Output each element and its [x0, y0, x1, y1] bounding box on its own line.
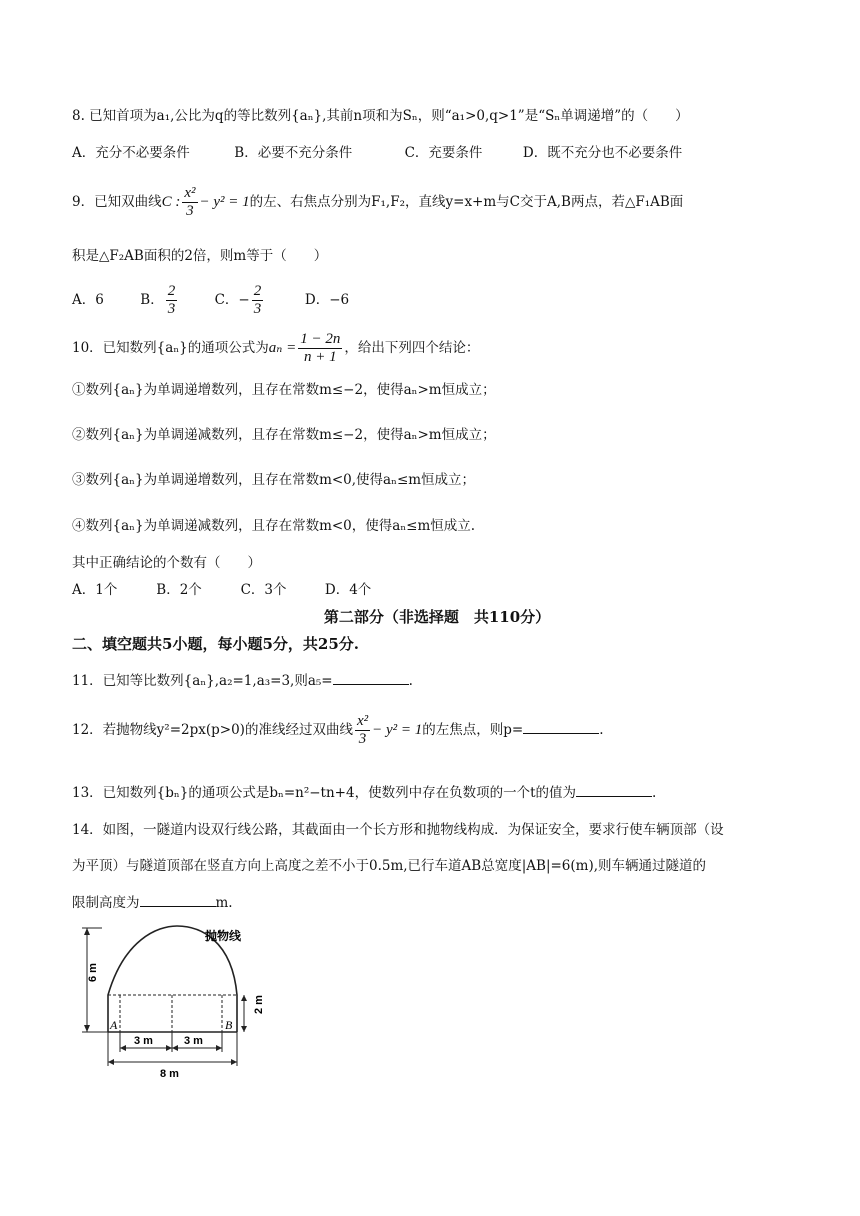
question-9-line-2 — [72, 246, 327, 266]
q14-line-1: 14．如图，一隧道内设双行线公路，其截面由一个长方形和抛物线构成．为保证安全，要求行使车辆顶部（设 — [72, 822, 724, 838]
q9-fraction: $\frac{\text{x²}}{3}$ — [184, 185, 196, 219]
q10-suffix: ，给出下列四个结论： — [344, 340, 480, 356]
q10-option-d[interactable]: D．4个 — [324, 582, 372, 598]
q8-option-a[interactable]: A．充分不必要条件 — [72, 145, 190, 161]
q10-formula-fraction: $\frac{1 - 2n}{n + 1}$ — [300, 331, 341, 365]
q14-line-3-prefix: 限制高度为 — [72, 895, 140, 911]
point-b-label: B — [225, 1018, 233, 1032]
q13-end: . — [652, 785, 657, 801]
q10-formula-left: aₙ = — [268, 340, 297, 356]
q14-line-3-suffix: m. — [215, 895, 233, 911]
q9-option-b[interactable]: B． $\frac{2}{3}$ — [140, 283, 176, 317]
q10-statement-2: ②数列{aₙ}为单调递减数列，且存在常数m≤−2，使得aₙ>m恒成立； — [72, 427, 496, 443]
q8-option-c[interactable]: C．充要条件 — [404, 145, 483, 161]
q9-option-c[interactable]: C．− $\frac{2}{3}$ — [214, 283, 262, 317]
q10-prefix: 10．已知数列{aₙ}的通项公式为 — [72, 340, 269, 356]
question-8 — [72, 106, 689, 126]
q11-text: 11．已知等比数列{aₙ},a₂=1,a₃=3,则a₅= — [72, 673, 333, 689]
q9-prefix: 9．已知双曲线 — [72, 194, 162, 210]
q11-end: . — [408, 673, 413, 689]
q8-option-b[interactable]: B．必要不充分条件 — [234, 145, 353, 161]
q12-end: . — [599, 722, 604, 738]
q14-line-3 — [72, 892, 233, 913]
point-a-label: A — [110, 1018, 118, 1032]
question-9-options — [72, 282, 349, 318]
q12-prefix: 12．若抛物线y²=2px(p>0)的准线经过双曲线 — [72, 722, 353, 738]
q10-option-b[interactable]: B．2个 — [156, 582, 202, 598]
q12-equation-rest: − y² = 1 — [372, 722, 423, 738]
question-11 — [72, 670, 413, 691]
tunnel-figure — [72, 920, 282, 1085]
question-9-line-1 — [72, 185, 683, 220]
q13-text: 13．已知数列{bₙ}的通项公式是bₙ=n²−tn+4，使数列中存在负数项的一个t的值为 — [72, 785, 576, 801]
q9-hyperbola-equation: C : — [161, 194, 181, 210]
q14-line-2: 为平顶）与隧道顶部在竖直方向上高度之差不小于0.5m,已行车道AB总宽度|AB|=6(m),则车辆通过隧道的 — [72, 858, 707, 874]
q12-suffix: 的左焦点，则p= — [422, 722, 524, 738]
part-2-heading: 第二部分（非选择题 共110分） — [323, 608, 551, 626]
q12-answer-blank[interactable] — [523, 719, 599, 734]
q13-answer-blank[interactable] — [576, 782, 652, 797]
q11-answer-blank[interactable] — [333, 670, 409, 685]
q9-line-2-text: 积是△F₂AB面积的2倍，则m等于（ ） — [72, 248, 328, 264]
question-13 — [72, 782, 656, 803]
half-width-label-2: 3 m — [184, 1035, 203, 1047]
q10-option-c[interactable]: C．3个 — [240, 582, 287, 598]
height-label: 6 m — [87, 963, 99, 982]
q12-fraction: $\frac{\text{x²}}{3}$ — [356, 713, 369, 747]
side-label: 2 m — [253, 995, 265, 1014]
question-8-text: 8. 已知首项为a₁,公比为q的等比数列{aₙ},其前n项和为Sₙ，则“a₁>0,q>1”是“Sₙ单调递增”的（ ） — [72, 108, 689, 124]
curve-label: 抛物线 — [205, 929, 242, 943]
q9-suffix: 的左、右焦点分别为F₁,F₂，直线y=x+m与C交于A,B两点，若△F₁AB面 — [249, 194, 684, 210]
q10-option-a[interactable]: A．1个 — [72, 582, 118, 598]
question-8-options — [72, 143, 682, 163]
total-width-label: 8 m — [160, 1068, 179, 1080]
q10-question: 其中正确结论的个数有（ ） — [72, 555, 261, 571]
q9-option-a[interactable]: A．6 — [72, 292, 104, 308]
q8-option-d[interactable]: D．既不充分也不必要条件 — [522, 145, 683, 161]
q9-option-d[interactable]: D．−6 — [304, 292, 350, 308]
q10-statement-4: ④数列{aₙ}为单调递减数列，且存在常数m<0，使得aₙ≤m恒成立. — [72, 518, 476, 534]
question-12 — [72, 712, 604, 748]
question-10-line-1 — [72, 330, 479, 366]
half-width-label-1: 3 m — [134, 1035, 153, 1047]
q14-answer-blank[interactable] — [140, 892, 216, 907]
q9-equation-rest: − y² = 1 — [199, 194, 250, 210]
section-2-heading: 二、填空题共5小题，每小题5分，共25分. — [72, 635, 359, 653]
question-10-options — [72, 580, 371, 600]
q10-statement-1: ①数列{aₙ}为单调递增数列，且存在常数m≤−2，使得aₙ>m恒成立； — [72, 382, 496, 398]
q10-statement-3: ③数列{aₙ}为单调递增数列，且存在常数m<0,使得aₙ≤m恒成立； — [72, 472, 476, 488]
